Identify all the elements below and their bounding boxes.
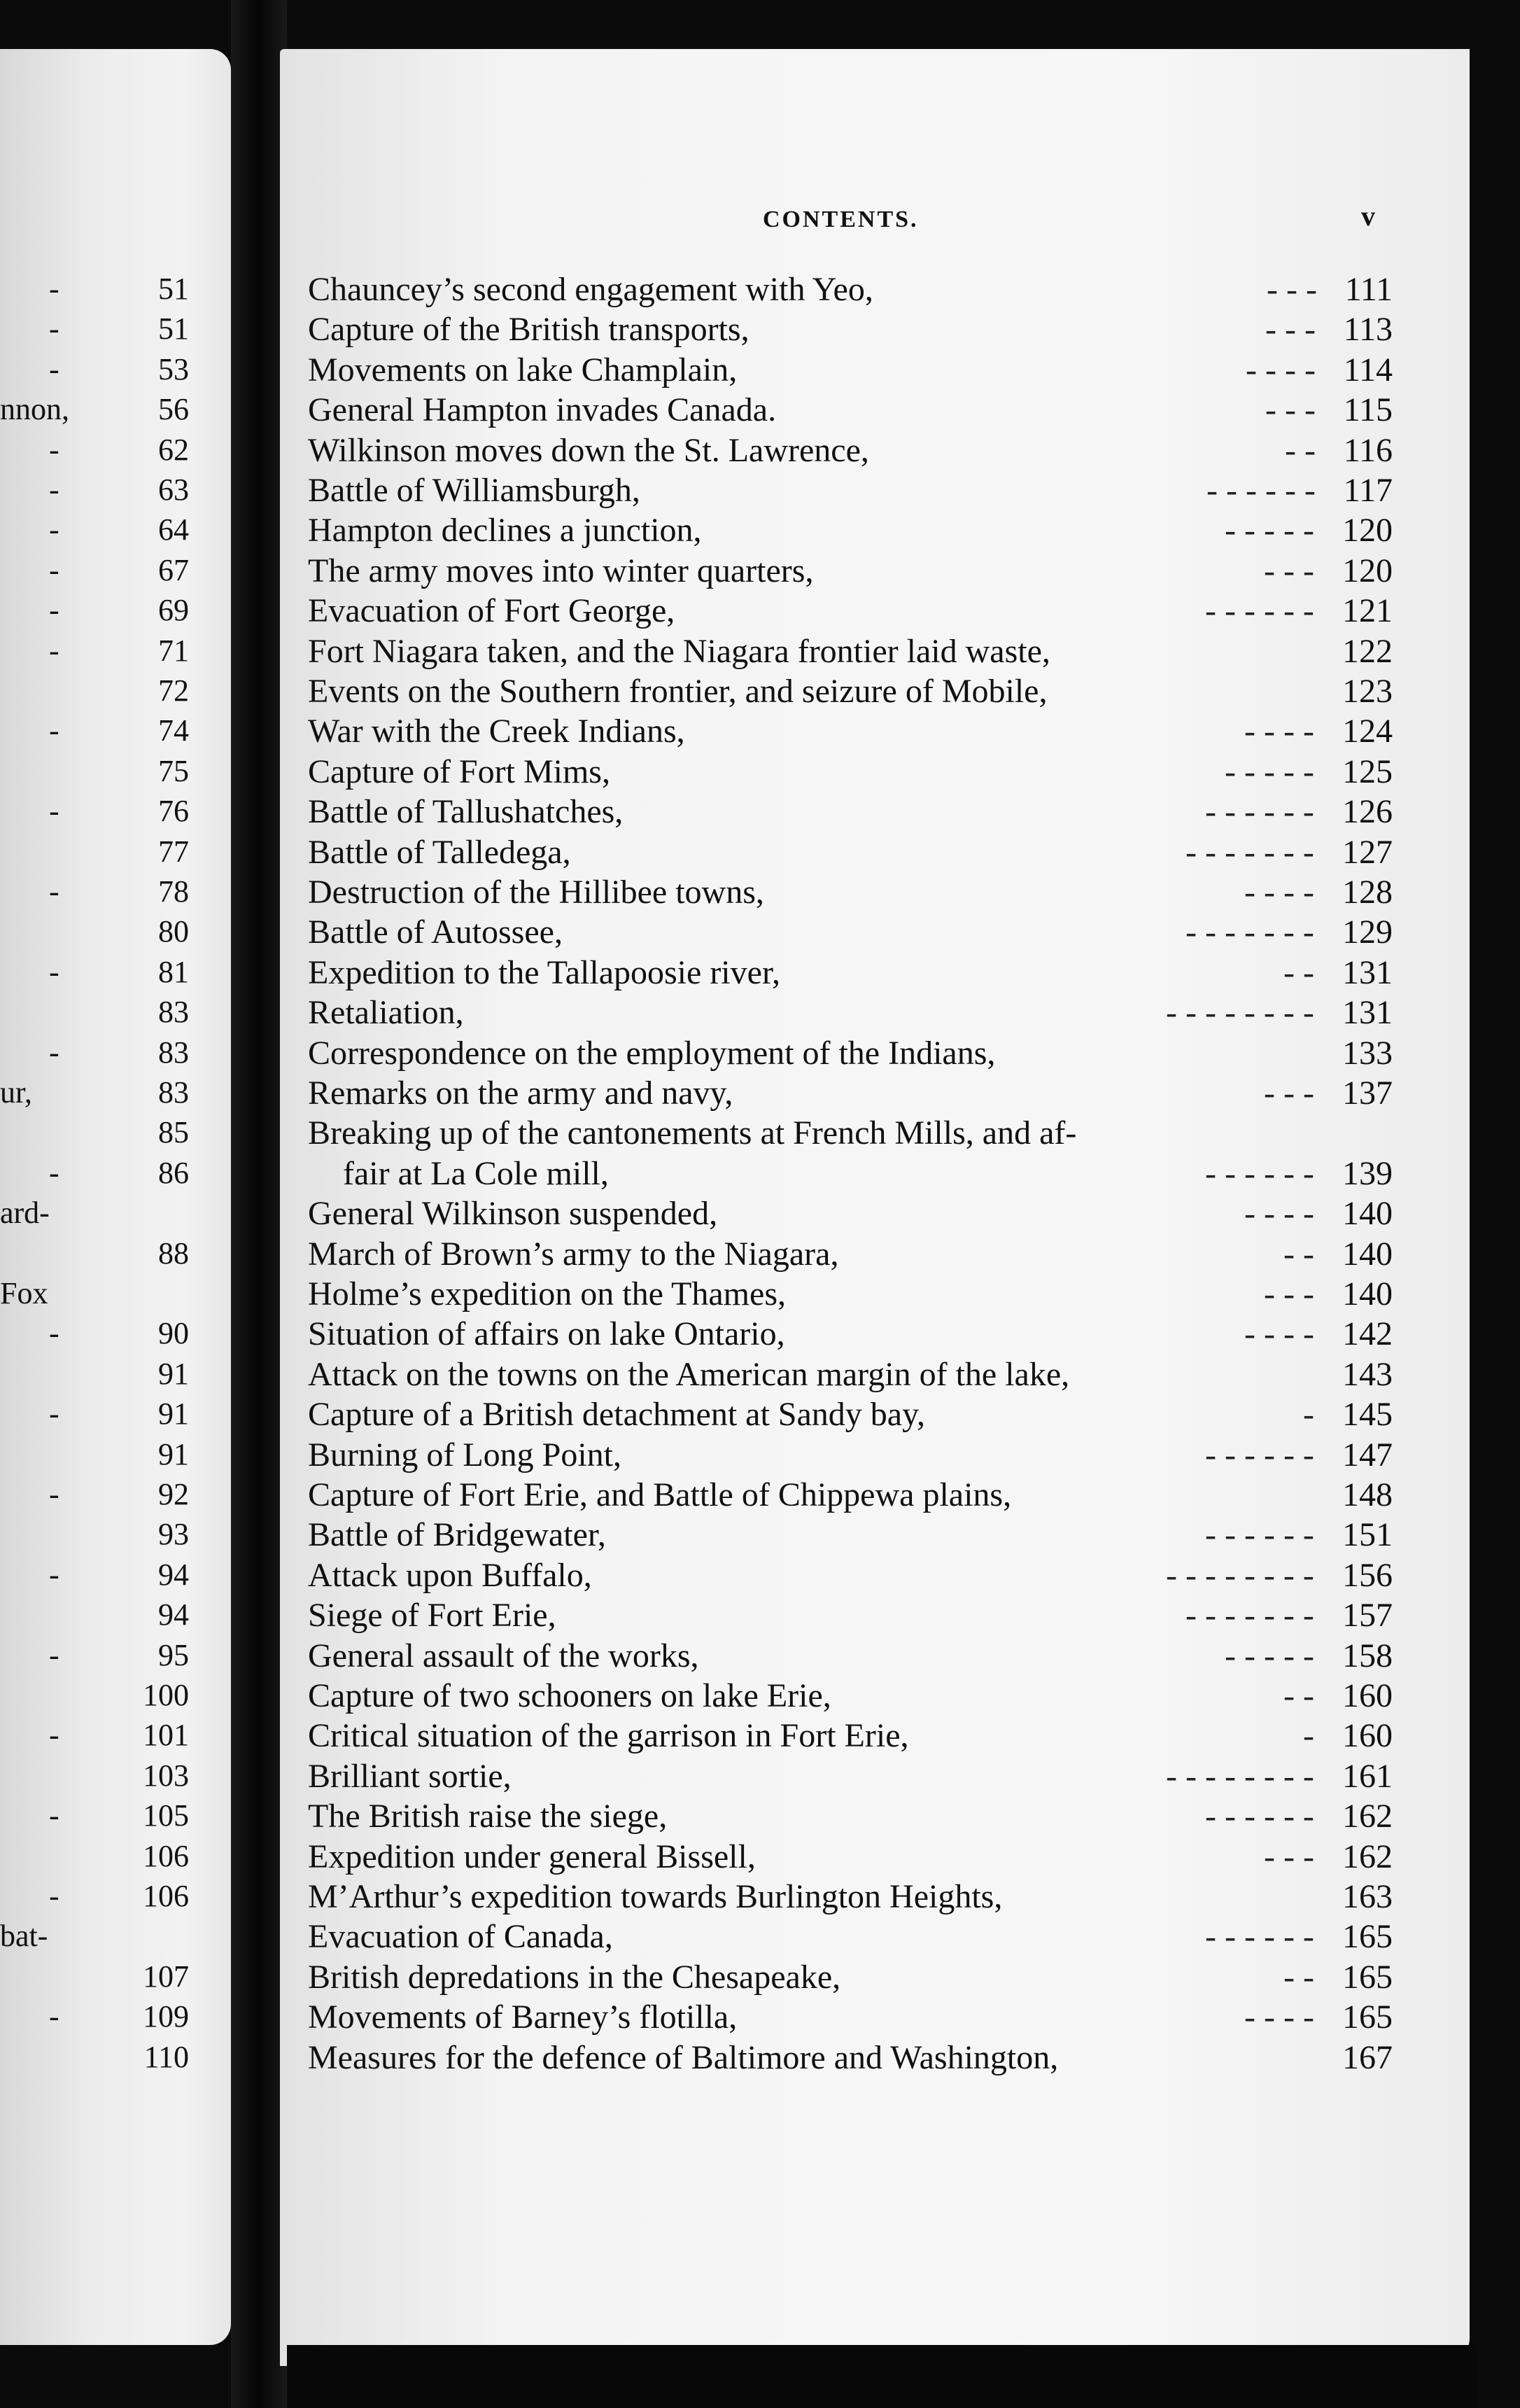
entry-page-number: 160: [1342, 1717, 1393, 1755]
contents-entry: [308, 1957, 1393, 1998]
entry-title: Capture of a British detachment at Sandy bay,: [308, 1396, 925, 1434]
left-page-row: [0, 1756, 217, 1795]
entry-leader-dashes: - - -: [1265, 391, 1316, 429]
entry-page-number: 165: [1342, 1958, 1393, 1996]
left-page-number: 83: [158, 995, 189, 1030]
left-page-number: 105: [143, 1798, 189, 1833]
contents-entry: [308, 993, 1393, 1033]
left-leader-dash: -: [49, 472, 59, 507]
entry-title: General Hampton invades Canada.: [308, 391, 777, 429]
entry-title: Movements of Barney’s flotilla,: [308, 1998, 738, 2036]
entry-page-number: 116: [1343, 431, 1393, 469]
left-leader-dash: -: [49, 351, 59, 386]
contents-entry: [308, 1595, 1393, 1636]
entry-title: M’Arthur’s expedition towards Burlington Heights,: [308, 1878, 1003, 1915]
left-page-number: 77: [158, 834, 189, 869]
left-page-number: 83: [158, 1035, 189, 1070]
left-page-number: 93: [158, 1517, 189, 1552]
left-page-row: [0, 671, 217, 710]
entry-title: Capture of Fort Mims,: [308, 752, 610, 790]
entry-leader-dashes: - - - - - - -: [1185, 1597, 1314, 1634]
left-page-row: [0, 1957, 217, 1996]
left-leader-dash: -: [49, 512, 59, 547]
entry-page-number: 160: [1342, 1677, 1393, 1714]
entry-title: Chauncey’s second engagement with Yeo,: [308, 271, 873, 308]
left-page-row: [0, 309, 217, 349]
left-page-number: 53: [158, 351, 189, 386]
entry-title: Events on the Southern frontier, and seizure of Mobile,: [308, 673, 1048, 710]
entry-page-number: 163: [1342, 1878, 1393, 1915]
entry-page-number: 151: [1342, 1516, 1393, 1554]
left-leader-dash: -: [49, 1718, 59, 1753]
entry-page-number: 122: [1342, 632, 1393, 670]
left-page-row: [0, 711, 217, 750]
entry-page-number: 137: [1342, 1074, 1393, 1112]
entry-leader-dashes: - - - - - -: [1205, 793, 1314, 831]
contents-entry: [308, 1394, 1393, 1435]
contents-entry: [308, 270, 1393, 310]
entry-title: Hampton declines a junction,: [308, 512, 702, 550]
left-page-number: 51: [158, 272, 189, 306]
left-page-row: [0, 1274, 217, 1313]
left-page-row: [0, 832, 217, 872]
contents-entry: [308, 1194, 1393, 1234]
entry-leader-dashes: - - -: [1267, 271, 1317, 308]
left-page-number: 110: [143, 2039, 189, 2074]
left-page-row: [0, 1314, 217, 1353]
entry-title: Remarks on the army and navy,: [308, 1074, 733, 1112]
entry-title: War with the Creek Indians,: [308, 713, 685, 750]
left-page-number: 103: [143, 1758, 189, 1793]
left-page-row: [0, 1194, 217, 1233]
left-page-row: [0, 1515, 217, 1554]
contents-entry: [308, 1997, 1393, 2038]
left-page-row: [0, 1595, 217, 1634]
entry-leader-dashes: - - - - - - - -: [1166, 1757, 1314, 1795]
left-leader-dash: -: [49, 1557, 59, 1592]
entry-title: Evacuation of Fort George,: [308, 592, 675, 630]
left-page-row: [0, 912, 217, 951]
left-fragment-text: nnon,: [0, 392, 69, 427]
left-page-number: 106: [143, 1838, 189, 1873]
left-page-row: [0, 591, 217, 630]
left-page-row: [0, 1113, 217, 1152]
contents-entry: [308, 1676, 1393, 1716]
entry-title: Destruction of the Hillibee towns,: [308, 874, 764, 911]
entry-page-number: 162: [1342, 1798, 1393, 1835]
entry-leader-dashes: - - - - - -: [1206, 472, 1316, 509]
entry-title: Battle of Autossee,: [308, 913, 563, 951]
left-leader-dash: -: [49, 1155, 59, 1190]
entry-title: March of Brown’s army to the Niagara,: [308, 1235, 839, 1273]
entry-title: Burning of Long Point,: [308, 1436, 622, 1474]
entry-leader-dashes: - - - - - - -: [1185, 913, 1314, 951]
entry-leader-dashes: - -: [1283, 953, 1314, 991]
left-page-number: 76: [158, 794, 189, 829]
entry-page-number: 120: [1342, 552, 1393, 589]
left-page-row: [0, 390, 217, 429]
left-page-row: [0, 993, 217, 1032]
entry-leader-dashes: - - -: [1264, 1074, 1314, 1112]
entry-leader-dashes: - - - -: [1244, 874, 1314, 911]
left-page-row: [0, 1234, 217, 1273]
left-page-number: 91: [158, 1356, 189, 1391]
left-page-number: 95: [158, 1637, 189, 1672]
scan-bottom-edge: [287, 2345, 1477, 2408]
contents-entry: [308, 1796, 1393, 1837]
entry-title: Battle of Talledega,: [308, 833, 571, 871]
left-page-number: 51: [158, 312, 189, 346]
entry-title: Siege of Fort Erie,: [308, 1597, 556, 1634]
contents-entry: [308, 1073, 1393, 1114]
contents-entry: [308, 1475, 1393, 1516]
running-title: CONTENTS.: [763, 206, 919, 232]
left-page-number: 94: [158, 1557, 189, 1592]
left-page-row: [0, 1475, 217, 1514]
entry-leader-dashes: - - - - - - - -: [1166, 994, 1314, 1032]
contents-entry: [308, 430, 1393, 471]
entry-leader-dashes: - -: [1283, 1235, 1314, 1273]
left-page-row: [0, 792, 217, 831]
left-leader-dash: -: [49, 593, 59, 628]
contents-entry: [308, 1314, 1393, 1354]
contents-entry: [308, 2038, 1393, 2078]
left-leader-dash: -: [49, 794, 59, 829]
entry-page-number: 115: [1343, 391, 1393, 429]
left-page-number: 63: [158, 472, 189, 507]
entry-title: British depredations in the Chesapeake,: [308, 1958, 841, 1996]
contents-entry: [308, 1354, 1393, 1395]
entry-page-number: 117: [1343, 472, 1393, 509]
left-page-row: [0, 1033, 217, 1072]
left-leader-dash: -: [49, 713, 59, 748]
contents-entry: [308, 792, 1393, 832]
entry-page-number: 129: [1342, 913, 1393, 951]
entry-title: Wilkinson moves down the St. Lawrence,: [308, 431, 869, 469]
left-page-number: 94: [158, 1597, 189, 1632]
entry-leader-dashes: - - - - -: [1225, 1637, 1314, 1674]
entry-page-number: 124: [1342, 713, 1393, 750]
left-leader-dash: -: [49, 1477, 59, 1511]
entry-page-number: 158: [1342, 1637, 1393, 1674]
left-page-row: [0, 953, 217, 992]
left-page-row: [0, 1716, 217, 1755]
entry-leader-dashes: - - - -: [1244, 713, 1314, 750]
left-page-row: [0, 1394, 217, 1434]
entry-title: Capture of two schooners on lake Erie,: [308, 1677, 831, 1714]
left-page-row: [0, 631, 217, 671]
entry-page-number: 167: [1342, 2038, 1393, 2076]
contents-entry: [308, 1515, 1393, 1555]
entry-page-number: 161: [1342, 1757, 1393, 1795]
left-page-row: [0, 2038, 217, 2077]
left-page-number: 100: [143, 1678, 189, 1712]
contents-entry: [308, 872, 1393, 913]
left-page-number: 83: [158, 1075, 189, 1110]
contents-entry: [308, 350, 1393, 391]
left-page-number: 69: [158, 593, 189, 628]
contents-entry: [308, 832, 1393, 873]
entry-leader-dashes: - - -: [1264, 552, 1314, 589]
entry-page-number: 140: [1342, 1275, 1393, 1312]
left-leader-dash: -: [49, 1396, 59, 1432]
contents-entry: [308, 1555, 1393, 1596]
entry-page-number: 131: [1342, 953, 1393, 991]
left-page-number: 80: [158, 914, 189, 949]
left-page-number: 75: [158, 753, 189, 788]
left-page-row: [0, 350, 217, 389]
entry-leader-dashes: - - -: [1265, 311, 1316, 349]
contents-entry: [308, 470, 1393, 511]
entry-title: Evacuation of Canada,: [308, 1918, 613, 1956]
entry-title: The army moves into winter quarters,: [308, 552, 814, 589]
entry-page-number: 145: [1342, 1396, 1393, 1434]
entry-page-number: 128: [1342, 874, 1393, 911]
left-leader-dash: -: [49, 552, 59, 587]
left-fragment-text: Fox: [0, 1276, 48, 1310]
book-gutter: [231, 0, 287, 2408]
contents-entry: [308, 551, 1393, 592]
entry-page-number: 140: [1342, 1235, 1393, 1273]
left-page-row: [0, 470, 217, 510]
contents-entry: [308, 1113, 1393, 1154]
entry-page-number: 120: [1342, 512, 1393, 550]
entry-title: Attack on the towns on the American margin of the lake,: [308, 1355, 1070, 1393]
entry-leader-dashes: - - - - - -: [1205, 1436, 1314, 1474]
entry-title: Attack upon Buffalo,: [308, 1556, 592, 1594]
entry-leader-dashes: - - - -: [1244, 1195, 1314, 1233]
contents-entry: [308, 711, 1393, 752]
entry-leader-dashes: - - -: [1264, 1837, 1314, 1875]
entry-page-number: 156: [1342, 1556, 1393, 1594]
left-page-number: 86: [158, 1155, 189, 1190]
entry-page-number: 139: [1342, 1154, 1393, 1192]
entry-page-number: 113: [1343, 311, 1393, 349]
contents-entry: [308, 1274, 1393, 1315]
contents-entry: [308, 510, 1393, 551]
left-leader-dash: -: [49, 1637, 59, 1672]
entry-page-number: 157: [1342, 1597, 1393, 1634]
entry-page-number: 165: [1342, 1918, 1393, 1956]
contents-entry: [308, 309, 1393, 350]
entry-title: Expedition under general Bissell,: [308, 1837, 756, 1875]
entry-page-number: 165: [1342, 1998, 1393, 2036]
entry-title: Capture of Fort Erie, and Battle of Chippewa plains,: [308, 1476, 1012, 1513]
contents-entry: [308, 671, 1393, 712]
left-page-number: 64: [158, 512, 189, 547]
entry-title: General assault of the works,: [308, 1637, 699, 1674]
entry-leader-dashes: - - - - - - - -: [1166, 1556, 1314, 1594]
entry-leader-dashes: - - - - - -: [1205, 1798, 1314, 1835]
entry-page-number: 133: [1342, 1034, 1393, 1072]
left-page-row: [0, 1997, 217, 2036]
entry-leader-dashes: - -: [1285, 431, 1316, 469]
entry-leader-dashes: - - - - - -: [1205, 1154, 1314, 1192]
entry-leader-dashes: - - - -: [1244, 1998, 1314, 2036]
contents-entry: [308, 953, 1393, 993]
contents-entry: [308, 1917, 1393, 1957]
left-page-number: 92: [158, 1477, 189, 1511]
left-page-number: 107: [143, 1959, 189, 1994]
entry-title: The British raise the siege,: [308, 1798, 668, 1835]
entry-page-number: 123: [1342, 673, 1393, 710]
entry-title: Movements on lake Champlain,: [308, 351, 738, 388]
entry-title: Correspondence on the employment of the Indians,: [308, 1034, 996, 1072]
left-page-row: [0, 430, 217, 470]
contents-entry: [308, 631, 1393, 672]
left-page-number: 90: [158, 1316, 189, 1351]
entry-title: Retaliation,: [308, 994, 464, 1032]
entry-page-number: 125: [1342, 752, 1393, 790]
left-leader-dash: -: [49, 272, 59, 306]
entry-title: Battle of Bridgewater,: [308, 1516, 606, 1554]
left-leader-dash: -: [49, 1879, 59, 1913]
left-page-row: [0, 1073, 217, 1112]
left-page-row: [0, 1636, 217, 1675]
entry-leader-dashes: - - - - -: [1225, 752, 1314, 790]
entry-leader-dashes: - -: [1283, 1677, 1314, 1714]
left-leader-dash: -: [49, 1798, 59, 1833]
left-page-row: [0, 1676, 217, 1715]
contents-entry: [308, 1716, 1393, 1756]
entry-leader-dashes: - - -: [1264, 1275, 1314, 1312]
entry-leader-dashes: - - - -: [1244, 1315, 1314, 1353]
left-page-number: 106: [143, 1879, 189, 1913]
left-page-number: 91: [158, 1436, 189, 1471]
left-leader-dash: -: [49, 954, 59, 989]
entry-page-number: 162: [1342, 1837, 1393, 1875]
entry-title: Capture of the British transports,: [308, 311, 750, 349]
contents-entry: [308, 1033, 1393, 1074]
entry-title: Expedition to the Tallapoosie river,: [308, 953, 780, 991]
entry-page-number: 143: [1342, 1355, 1393, 1393]
left-fragment-text: ur,: [0, 1075, 32, 1110]
left-page-row: [0, 1796, 217, 1835]
entry-page-number: 126: [1342, 793, 1393, 831]
left-leader-dash: -: [49, 1999, 59, 2034]
left-page-number: 67: [158, 552, 189, 587]
left-page-row: [0, 510, 217, 550]
contents-entry: [308, 1234, 1393, 1275]
left-page-number: 91: [158, 1396, 189, 1432]
left-page-number: 72: [158, 673, 189, 708]
left-page-row: [0, 752, 217, 791]
left-leader-dash: -: [49, 1035, 59, 1070]
left-page-row: [0, 551, 217, 590]
entry-title: Battle of Tallushatches,: [308, 793, 624, 831]
entry-leader-dashes: -: [1303, 1396, 1314, 1434]
left-leader-dash: -: [49, 874, 59, 909]
entry-page-number: 131: [1342, 994, 1393, 1032]
contents-entry: [308, 1837, 1393, 1877]
entry-leader-dashes: - -: [1283, 1958, 1314, 1996]
contents-entry: [308, 591, 1393, 631]
entry-title: Fort Niagara taken, and the Niagara frontier laid waste,: [308, 632, 1050, 670]
entry-page-number: 142: [1342, 1315, 1393, 1353]
contents-entry: [308, 1435, 1393, 1476]
entry-title: Breaking up of the cantonements at French Mills, and af-: [308, 1114, 1077, 1152]
left-page-number: 81: [158, 954, 189, 989]
left-page-row: [0, 872, 217, 911]
left-leader-dash: -: [49, 312, 59, 346]
left-page-number: 109: [143, 1999, 189, 2034]
left-page-row: [0, 1435, 217, 1474]
contents-entry: [308, 1877, 1393, 1917]
entry-title: Situation of affairs on lake Ontario,: [308, 1315, 785, 1353]
entry-title: Critical situation of the garrison in Fort Erie,: [308, 1717, 909, 1755]
left-page-row: [0, 1837, 217, 1876]
entry-page-number: 111: [1344, 271, 1393, 308]
contents-entry: [308, 752, 1393, 792]
entry-title: Measures for the defence of Baltimore and Washington,: [308, 2038, 1059, 2076]
left-page-number: 85: [158, 1115, 189, 1150]
entry-page-number: 147: [1342, 1436, 1393, 1474]
contents-entry: [308, 1154, 1393, 1194]
entry-leader-dashes: - - - -: [1246, 351, 1316, 388]
entry-leader-dashes: - - - - - -: [1205, 592, 1314, 630]
left-page-number: 56: [158, 392, 189, 427]
entry-page-number: 140: [1342, 1195, 1393, 1233]
entry-leader-dashes: - - - - -: [1225, 512, 1314, 550]
entry-title: fair at La Cole mill,: [343, 1154, 609, 1192]
entry-page-number: 121: [1342, 592, 1393, 630]
left-page-row: [0, 1877, 217, 1916]
entry-leader-dashes: - - - - - -: [1205, 1918, 1314, 1956]
contents-entry: [308, 912, 1393, 953]
left-leader-dash: -: [49, 633, 59, 668]
left-page-number: 78: [158, 874, 189, 909]
left-fragment-text: bat-: [0, 1919, 48, 1954]
left-leader-dash: -: [49, 432, 59, 467]
left-page-number: 62: [158, 432, 189, 467]
contents-entry: [308, 1756, 1393, 1797]
entry-leader-dashes: -: [1303, 1717, 1314, 1755]
left-page-number: 71: [158, 633, 189, 668]
entry-page-number: 148: [1342, 1476, 1393, 1513]
entry-title: Brilliant sortie,: [308, 1757, 512, 1795]
left-page-row: [0, 1154, 217, 1193]
left-page-row: [0, 1555, 217, 1595]
left-page-number: 74: [158, 713, 189, 748]
contents-entry: [308, 390, 1393, 430]
left-fragment-text: ard-: [0, 1196, 50, 1231]
left-page-number: 88: [158, 1236, 189, 1270]
entry-leader-dashes: - - - - - -: [1205, 1516, 1314, 1554]
left-page-number: 101: [143, 1718, 189, 1753]
left-page-row: [0, 1354, 217, 1394]
left-page-row: [0, 1917, 217, 1956]
page-number: v: [1361, 200, 1375, 232]
contents-entry: [308, 1636, 1393, 1676]
entry-page-number: 127: [1342, 833, 1393, 871]
entry-title: Battle of Williamsburgh,: [308, 472, 640, 509]
entry-title: Holme’s expedition on the Thames,: [308, 1275, 786, 1312]
left-leader-dash: -: [49, 1316, 59, 1351]
entry-page-number: 114: [1343, 351, 1393, 388]
left-page-row: [0, 270, 217, 309]
entry-title: General Wilkinson suspended,: [308, 1195, 718, 1233]
entry-leader-dashes: - - - - - - -: [1185, 833, 1314, 871]
